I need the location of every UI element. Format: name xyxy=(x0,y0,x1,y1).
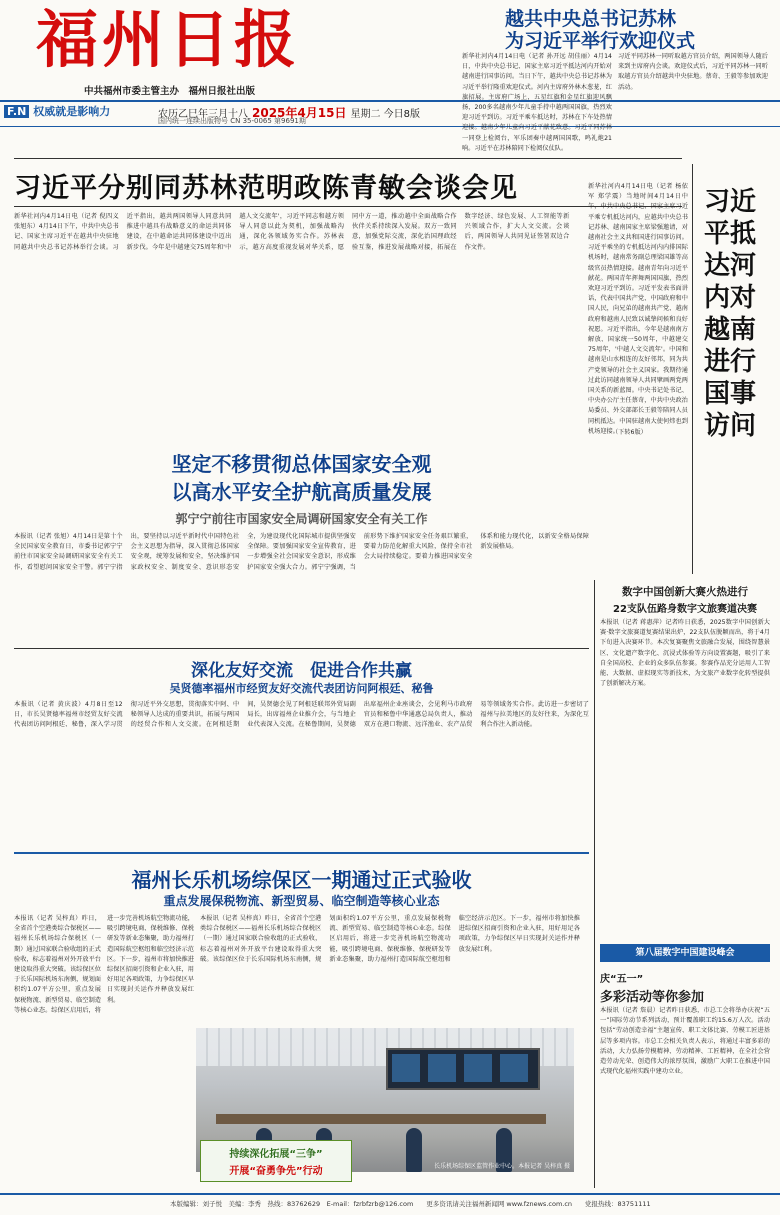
rule-coop xyxy=(14,648,589,649)
rule-airport xyxy=(14,852,589,854)
issue-date: 2025年4月15日 xyxy=(252,106,347,120)
footer-text: 本版编辑：刘子悦 美编：李秀 热线：83762629 E-mail：fzrbfzrb@126.com 更多资讯请关注福州新闻网 www.fznews.com.cn 党报热线：83751111 xyxy=(170,1200,651,1208)
airport-body: 本报讯（记者 吴梓真）昨日，全省首个空港类综合保税区——福州长乐机场综合保税区（一期）通过国家联合验收组的正式验收，标志着福州对外开放平台建设取得重大突破。该综保区位于长乐国际机场东南侧，规划面积约1.07平方公里，重点发展保税物流、新型贸易、临空制造等核心业态。综保区启用后，将进一步完善机场航空物流功能，吸引跨境电商、保税维修、保税研发等新业态集聚，助力福州打造国际航空枢纽和临空经济示范区。下一步，福州市将加快推进综保区招商引资和企业入驻，用好用足各项政策，力争综保区早日实现封关运作并释放发展红利。 xyxy=(14,915,194,1014)
campaign-banner xyxy=(200,1140,352,1182)
airport-title: 福州长乐机场综保区一期通过正式验收 xyxy=(131,868,472,892)
summit-badge-text: 第八届数字中国建设峰会 xyxy=(635,948,735,958)
screen-panel xyxy=(464,1054,492,1082)
lead-story-title: 习近平分别同苏林范明政陈青敏会谈会见 xyxy=(14,173,518,204)
slogan xyxy=(4,103,154,120)
weekday: 星期二 今日8版 xyxy=(350,109,420,120)
slogan-text: 权威就是影响力 xyxy=(33,105,111,118)
labour-body: 本报讯（记者 詹晨）记者昨日获悉，市总工会将举办庆祝“五一”国际劳动节系列活动，预计覆盖职工约15.6万人次。活动包括“劳动创造幸福”主题宣传、职工文体比赛、劳模工匠进基层等多项内容。市总工会相关负责人表示，将通过丰富多彩的活动，大力弘扬劳模精神、劳动精神、工匠精神，在全社会营造劳动光荣、创造伟大的浓厚氛围，激励广大职工在推进中国式现代化福州实践中建功立业。 xyxy=(600,1007,770,1076)
digital-title-1: 数字中国创新大赛火热进行 xyxy=(622,586,748,598)
photo-desk xyxy=(216,1114,546,1124)
lunar-date: 农历乙巳年三月十八 xyxy=(158,109,248,120)
issue-codes: 国内统一连续出版物号 CN 35-0065 第9691期 xyxy=(158,117,306,125)
labour-title-1: 庆“五一” xyxy=(600,974,644,985)
masthead-subtitle: 中共福州市委主管主办 福州日报社出版 xyxy=(84,86,256,97)
security-subtitle: 郭宁宁前往市国家安全局调研国家安全有关工作 xyxy=(175,512,428,526)
side-story-body: 新华社河内4月14日电（记者 杨依军 郑学震）当地时间4月14日中午，中共中央总书记、国家主席习近平乘专机抵达河内，应越共中央总书记苏林、越南国家主席梁强邀请，对越南社会主义共和国进行国事访问。习近平乘坐的专机抵达河内内排国际机场时，越南常务副总理梁国雄等高级官员热情迎接。越南青年向习近平献花。两国青年挥舞两国国旗，热烈欢迎习近平到访。习近平发表书面讲话，代表中国共产党、中国政府和中国人民，向兄弟的越南共产党、越南政府和越南人民致以诚挚问候和良好祝愿。习近平指出，今年是越南南方解放、国家统一50周年，中越建交75周年，'中越人文交流年'。中国和越南是山水相连的友好邻邦，同为共产党领导的社会主义国家。我期待通过此访同越南领导人共同擘画两党两国关系的新蓝图。中央书记处书记、中央办公厅主任蔡奇，中共中央政治局委员、外交部部长王毅等陪同人员同机抵达。中国驻越南大使何炜也到机场迎接。 xyxy=(588,183,688,435)
campaign-line-1: 持续深化拓展“三争” xyxy=(229,1149,323,1160)
top-story-title-1: 越共中央总书记苏林 xyxy=(505,8,677,30)
screen-panel xyxy=(500,1054,528,1082)
screen-panel xyxy=(392,1054,420,1082)
security-body: 本报讯（记者 张旭）4月14日是第十个全民国家安全教育日，市委书记郭宁宁前往市国家安全局调研国家安全有关工作，看望慰问国家安全干警。郭宁宁指出，要坚持以习近平新时代中国特色社会主义思想为指导，深入贯彻总体国家安全观，统筹发展和安全，坚决维护国家政权安全、制度安全、意识形态安全，为建设现代化国际城市提供坚强安全保障。要加强国家安全宣传教育，进一步增强全社会国家安全意识，形成维护国家安全强大合力。郭宁宁强调，当前形势下维护国家安全任务艰巨繁重，要着力防范化解重大风险，保持全市社会大局持续稳定。要着力推进国家安全体系和能力现代化，以新安全格局保障新发展格局。 xyxy=(14,533,589,571)
rule-top xyxy=(14,158,682,159)
photo-caption: 长乐机场综保区监管作业中心。本报记者 吴梓真 摄 xyxy=(434,1163,570,1170)
cooperation-body: 本报讯（记者 黄庆波）4月8日至12日，市长吴贤德率福州市经贸友好交流代表团访问阿根廷、秘鲁，深入学习贯彻习近平外交思想，贯彻落实中阿、中秘领导人达成的重要共识，拓展与两国的经贸合作和人文交流。在阿根廷期间，吴贤德会见了阿根廷联邦外贸局副局长，出席福州企业推介会，与当地企业代表深入交流。在秘鲁期间，吴贤德出席福州企业座谈会，会见利马市政府官员和秘鲁中华通惠总局负责人，推动双方在港口物流、远洋渔业、农产品贸易等领域务实合作。此访进一步密切了福州与拉美地区的友好往来，为深化互利合作注入新动能。 xyxy=(14,701,589,729)
footer-bar xyxy=(0,1193,780,1215)
screen-panel xyxy=(428,1054,456,1082)
summit-badge xyxy=(600,944,770,962)
airport-body-2: 本报讯（记者 吴梓真）昨日，全省首个空港类综合保税区——福州长乐机场综合保税区（一期）通过国家联合验收组的正式验收，标志着福州对外开放平台建设取得重大突破。该综保区位于长乐国际机场东南侧，规划面积约1.07平方公里，重点发展保税物流、新型贸易、临空制造等核心业态。综保区启用后，将进一步完善机场航空物流功能，吸引跨境电商、保税维修、保税研发等新业态集聚，助力福州打造国际航空枢纽和临空经济示范区。下一步，福州市将加快推进综保区招商引资和企业入驻，用好用足各项政策，力争综保区早日实现封关运作并释放发展红利。 xyxy=(200,915,580,963)
security-title-1: 坚定不移贯彻总体国家安全观 xyxy=(171,452,432,476)
airport-subtitle: 重点发展保税物流、新型贸易、临空制造等核心业态 xyxy=(163,894,440,908)
top-story-body-right: 习近平同苏林一同听取越方官员介绍，两国领导人随后来到主席府内会谈。欢迎仪式后，习近平同苏林一同听取越方官员介绍越共中央驻地。蔡奇、王毅等参加欢迎活动。 xyxy=(618,53,768,91)
side-divider xyxy=(692,164,693,574)
security-title-2: 以高水平安全护航高质量发展 xyxy=(171,480,432,504)
rule-lead xyxy=(14,206,682,207)
side-story-title: 习近平抵达河内对越南进行国事访问 xyxy=(703,187,756,441)
lead-story-body: 新华社河内4月14日电（记者 倪四义 张旭东）4月14日下午，中共中央总书记、国家主席习近平在越共中央驻地同越共中央总书记苏林举行会谈。习近平指出，越共两国领导人同意共同推进中越具有战略意义的命运共同体建设，在中越命运共同体建设中迈出新步伐。今年是中越建交75周年和'中越人文交流年'，习近平同志和越方领导人同意以此为契机，加强战略沟通，深化各领域务实合作。苏林表示，越方高度重视发展对华关系，愿同中方一道，推动越中全面战略合作伙伴关系持续深入发展。双方一致同意，加强党际交流，深化治国理政经验互鉴，推进发展战略对接，拓展在数字经济、绿色发展、人工智能等新兴领域合作，扩大人文交流。会谈后，两国领导人共同见证签署双边合作文件。 xyxy=(14,213,570,251)
top-story-title-2: 为习近平举行欢迎仪式 xyxy=(505,30,696,52)
lead-story-more: （下转6版） xyxy=(612,429,647,436)
cooperation-title: 深化友好交流 促进合作共赢 xyxy=(191,661,412,681)
masthead-title: 福州日报 xyxy=(36,3,301,76)
slogan-badge: F.N xyxy=(4,105,29,118)
campaign-line-2: 开展“奋勇争先”行动 xyxy=(229,1166,323,1177)
digital-body: 本报讯（记者 蒋惠萍）记者昨日获悉，2025数字中国创新大赛·数字文旅赛道复赛结果出炉，22支队伍脱颖而出，将于4月下旬进入决赛环节。本次复赛聚焦文旅融合发展，围绕智慧景区、文化遗产数字化、沉浸式体验等方向设置赛题，吸引了来自全国高校、企业的众多队伍参赛。参赛作品充分运用人工智能、大数据、虚拟现实等新技术，为文旅产业数字化转型提供了创新解决方案。 xyxy=(600,619,770,688)
photo-screen xyxy=(386,1048,540,1090)
digital-title-2: 22支队伍路身数字文旅赛道决赛 xyxy=(613,604,757,615)
right-divider xyxy=(594,580,595,1188)
labour-title-2: 多彩活动等你参加 xyxy=(600,990,705,1005)
cooperation-subtitle: 吴贤德率福州市经贸友好交流代表团访问阿根廷、秘鲁 xyxy=(169,682,434,695)
top-story-body-left: 新华社河内4月14日电（记者 孙开远 胡佳丽）4月14日，中共中央总书记、国家主席习近平抵达河内开始对越南进行国事访问。当日下午，越共中央总书记苏林为习近平举行隆重欢迎仪式。河内主席府外林木葱茏，红旗招展。主席府广场上，五星红旗和金星红旗迎风飘扬，200多名越南少年儿童手持中越两国国旗，热烈欢迎习近平到访。习近平乘车抵达时，苏林在下车处热情迎接。越南少年儿童向习近平献花致意。习近平同苏林一同登上检阅台，军乐团奏中越两国国歌，鸣礼炮21响。习近平在苏林陪同下检阅仪仗队。 xyxy=(462,53,612,152)
